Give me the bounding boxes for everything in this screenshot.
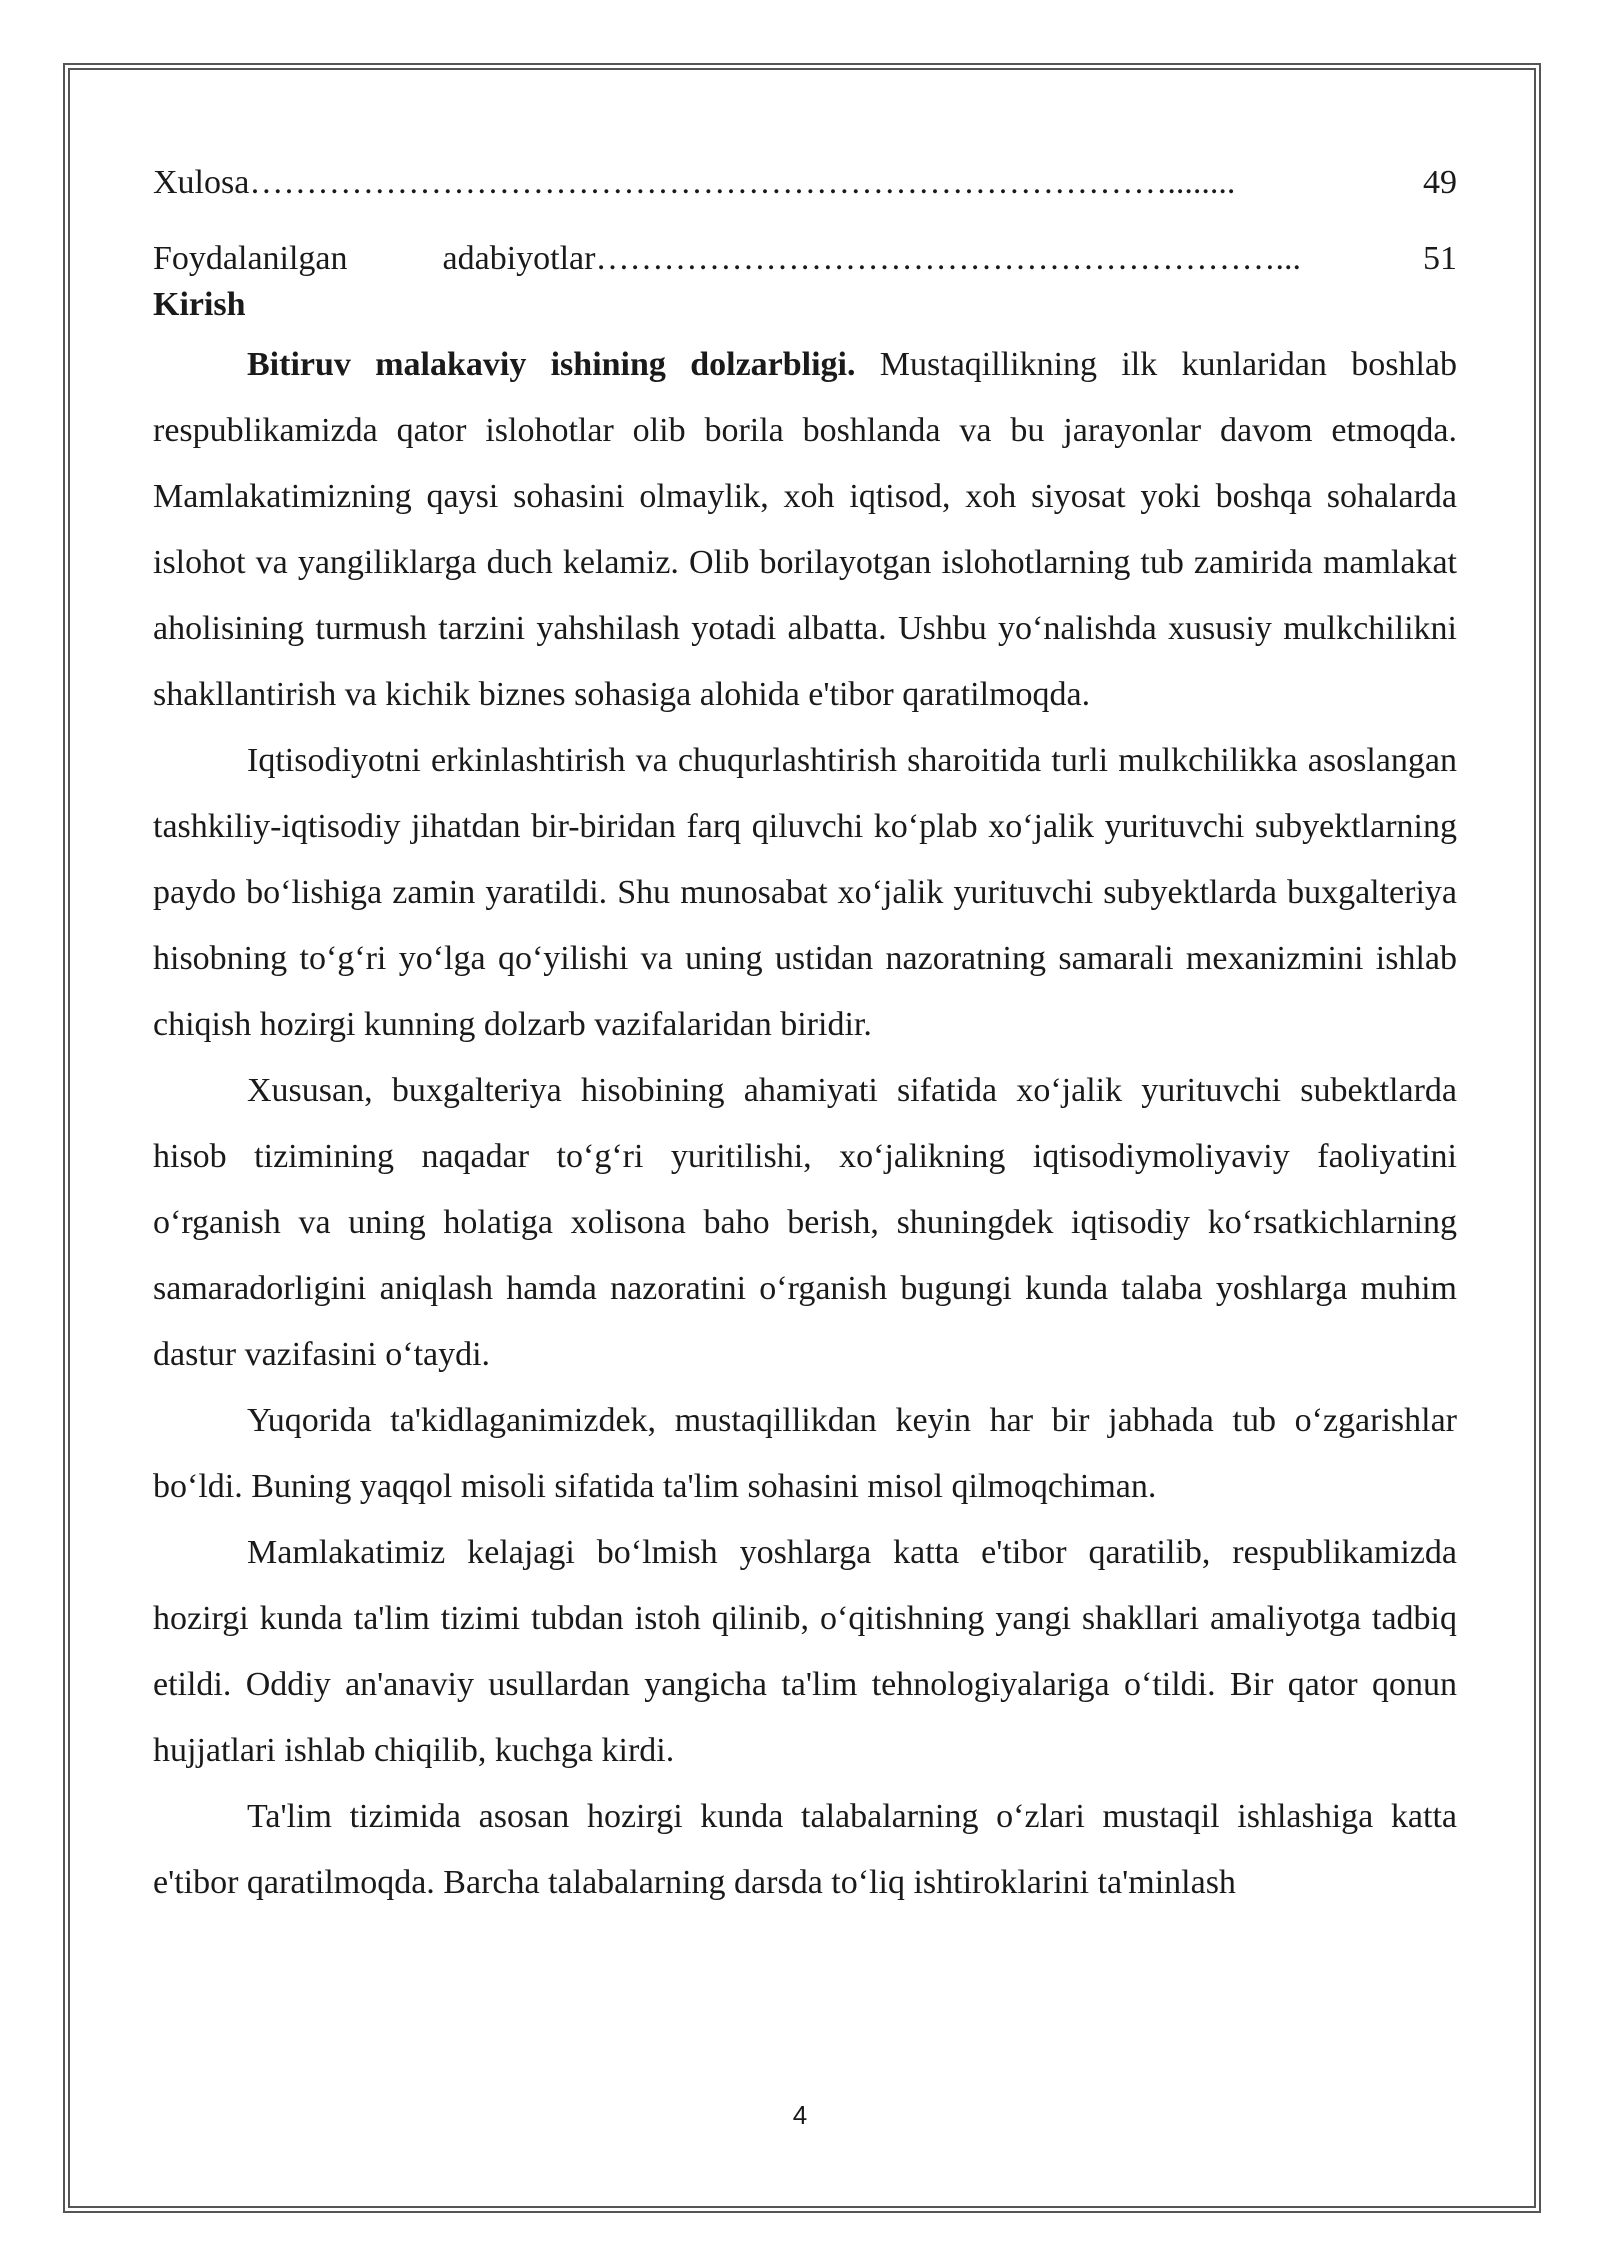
toc-leader-dots: ……………………………………………………... bbox=[595, 240, 1301, 277]
toc-entry-label: Xulosa bbox=[153, 164, 250, 201]
toc-entry-label-continued: adabiyotlar bbox=[442, 240, 596, 277]
document-body bbox=[153, 150, 1457, 1916]
toc-entry-page: 49 bbox=[1423, 164, 1457, 201]
paragraph bbox=[153, 332, 1457, 728]
toc-entry-label: Foydalanilgan bbox=[153, 240, 348, 277]
toc-leader-dots: ………………………………………………………………………........ bbox=[249, 164, 1236, 201]
paragraph bbox=[153, 728, 1457, 1058]
paragraph bbox=[153, 1058, 1457, 1388]
paragraph bbox=[153, 1784, 1457, 1916]
toc-entry-xulosa[interactable] bbox=[153, 150, 1457, 216]
paragraph-text: Iqtisodiyotni erkinlashtirish va chuqurlashtirish sharoitida turli mulkchilikka asoslangan tashkiliy-iqtisodiy jihatdan bir-biridan farq qiluvchi ko‘plab xo‘jalik yurituvchi subyektlarning paydo bo‘lishiga zamin yaratildi. Shu munosabat xo‘jalik yurituvchi subyektlarda buxgalteriya hisobning to‘g‘ri yo‘lga qo‘yilishi va uning ustidan nazoratning samarali mexanizmini ishlab chiqish hozirgi kunning dolzarb vazifalaridan biridir. bbox=[153, 742, 1457, 1043]
paragraph-text: Xususan, buxgalteriya hisobining ahamiyati sifatida xo‘jalik yurituvchi subektlarda hisob tizimining naqadar to‘g‘ri yuritilishi, xo‘jalikning iqtisodiymoliyaviy faoliyatini o‘rganish va uning holatiga xolisona baho berish, shuningdek iqtisodiy ko‘rsatkichlarning samaradorligini aniqlash hamda nazoratini o‘rganish bugungi kunda talaba yoshlarga muhim dastur vazifasini o‘taydi. bbox=[153, 1072, 1457, 1373]
paragraph-text: Mustaqillikning ilk kunlaridan boshlab respublikamizda qator islohotlar olib borila boshlanda va bu jarayonlar davom etmoqda. Mamlakatimizning qaysi sohasini olmaylik, xoh iqtisod, xoh siyosat yoki boshqa sohalarda islohot va yangiliklarga duch kelamiz. Olib borilayotgan islohotlarning tub zamirida mamlakat aholisining turmush tarzini yahshilash yotadi albatta. Ushbu yo‘nalishda xususiy mulkchilikni shakllantirish va kichik biznes sohasiga alohida e'tibor qaratilmoqda. bbox=[153, 346, 1457, 713]
paragraph bbox=[153, 1388, 1457, 1520]
toc-entry-page: 51 bbox=[1423, 240, 1457, 277]
paragraph-text: Yuqorida ta'kidlaganimizdek, mustaqillikdan keyin har bir jabhada tub o‘zgarishlar bo‘ldi. Buning yaqqol misoli sifatida ta'lim sohasini misol qilmoqchiman. bbox=[153, 1402, 1457, 1505]
page-number: 4 bbox=[792, 2100, 808, 2130]
paragraph bbox=[153, 1520, 1457, 1784]
paragraph-text: Ta'lim tizimida asosan hozirgi kunda talabalarning o‘zlari mustaqil ishlashiga katta e'tibor qaratilmoqda. Barcha talabalarning darsda to‘liq ishtiroklarini ta'minlash bbox=[153, 1798, 1457, 1901]
paragraph-lead: Bitiruv malakaviy ishining dolzarbligi. bbox=[247, 346, 856, 383]
paragraph-text: Mamlakatimiz kelajagi bo‘lmish yoshlarga katta e'tibor qaratilib, respublikamizda hozirgi kunda ta'lim tizimi tubdan istoh qilinib, o‘qitishning yangi shakllari amaliyotga tadbiq etildi. Oddiy an'anaviy usullardan yangicha ta'lim tehnologiyalariga o‘tildi. Bir qator qonun hujjatlari ishlab chiqilib, kuchga kirdi. bbox=[153, 1534, 1457, 1769]
section-heading: Kirish bbox=[153, 286, 246, 323]
